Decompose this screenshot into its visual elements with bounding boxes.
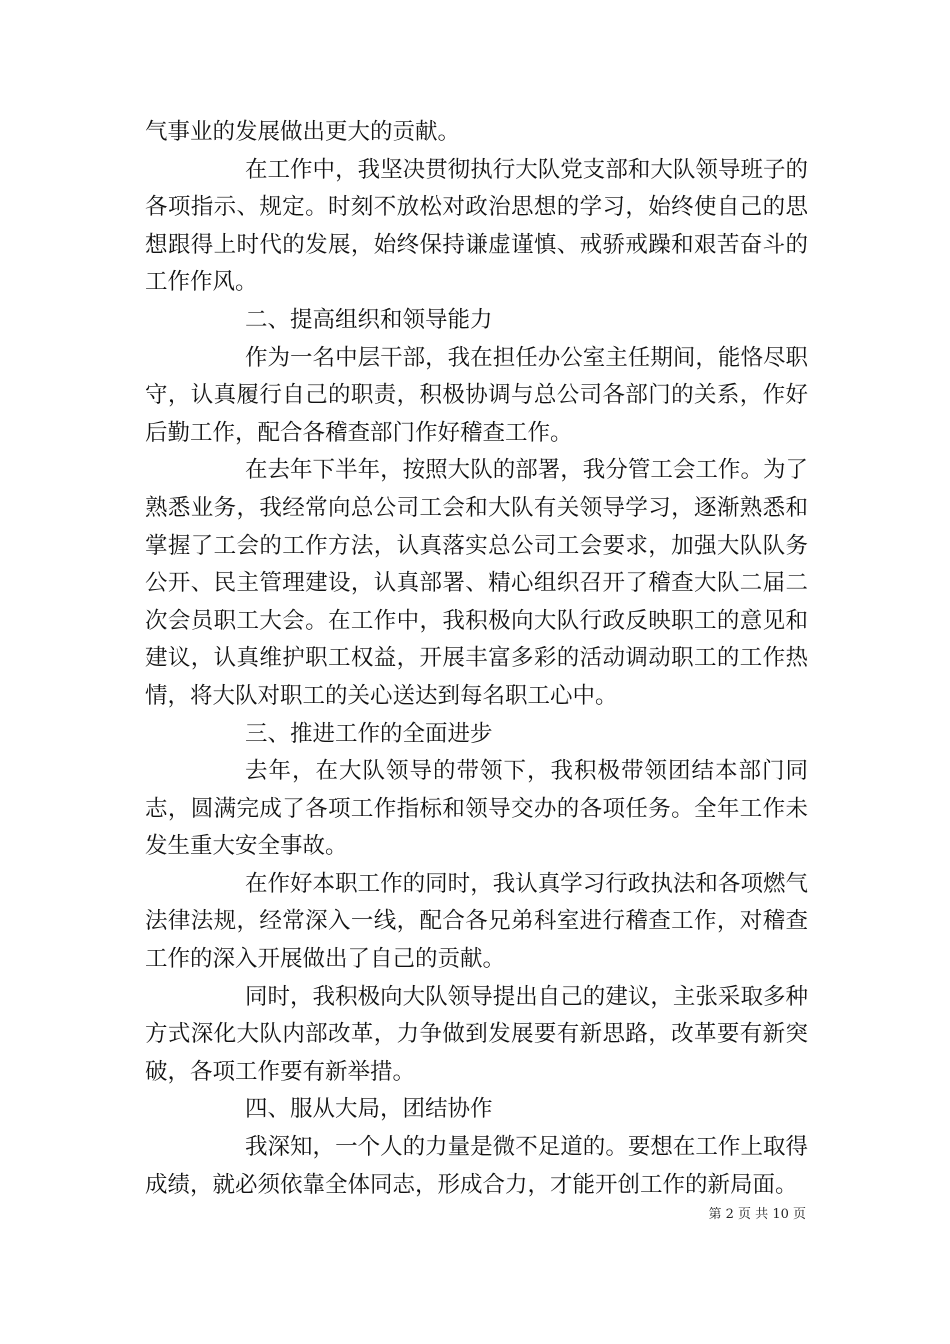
paragraph: 在作好本职工作的同时，我认真学习行政执法和各项燃气法律法规，经常深入一线，配合各兄弟科室进行稽查工作，对稽查工作的深入开展做出了自己的贡献。 [145, 870, 808, 973]
paragraph: 在工作中，我坚决贯彻执行大队党支部和大队领导班子的各项指示、规定。时刻不放松对政治思想的学习，始终使自己的思想跟得上时代的发展，始终保持谦虚谨慎、戒骄戒躁和艰苦奋斗的工作作风。 [145, 156, 808, 296]
page-number-footer: 第 2 页 共 10 页 [708, 1207, 806, 1222]
document-body [145, 114, 808, 1204]
paragraph: 同时，我积极向大队领导提出自己的建议，主张采取多种方式深化大队内部改革，力争做到发展要有新思路，改革要有新突破，各项工作要有新举措。 [145, 983, 808, 1085]
paragraph: 在去年下半年，按照大队的部署，我分管工会工作。为了熟悉业务，我经常向总公司工会和大队有关领导学习，逐渐熟悉和掌握了工会的工作方法，认真落实总公司工会要求，加强大队队务公开、民主管理建设，认真部署、精心组织召开了稽查大队二届二次会员职工大会。在工作中，我积极向大队行政反映职工的意见和建议，认真维护职工权益，开展丰富多彩的活动调动职工的工作热情，将大队对职工的关心送达到每名职工心中。 [145, 457, 808, 709]
paragraph: 作为一名中层干部，我在担任办公室主任期间，能恪尽职守，认真履行自己的职责，积极协调与总公司各部门的关系，作好后勤工作，配合各稽查部门作好稽查工作。 [145, 344, 808, 446]
paragraph: 我深知，一个人的力量是微不足道的。要想在工作上取得成绩，就必须依靠全体同志，形成合力，才能开创工作的新局面。 [145, 1134, 808, 1198]
section-heading: 四、服从大局，团结协作 [245, 1096, 493, 1123]
paragraph-continuation: 气事业的发展做出更大的贡献。 [145, 119, 461, 145]
section-heading: 二、提高组织和领导能力 [245, 306, 493, 333]
paragraph: 去年，在大队领导的带领下，我积极带领团结本部门同志，圆满完成了各项工作指标和领导交办的各项任务。全年工作未发生重大安全事故。 [145, 758, 808, 860]
section-heading: 三、推进工作的全面进步 [245, 720, 493, 747]
